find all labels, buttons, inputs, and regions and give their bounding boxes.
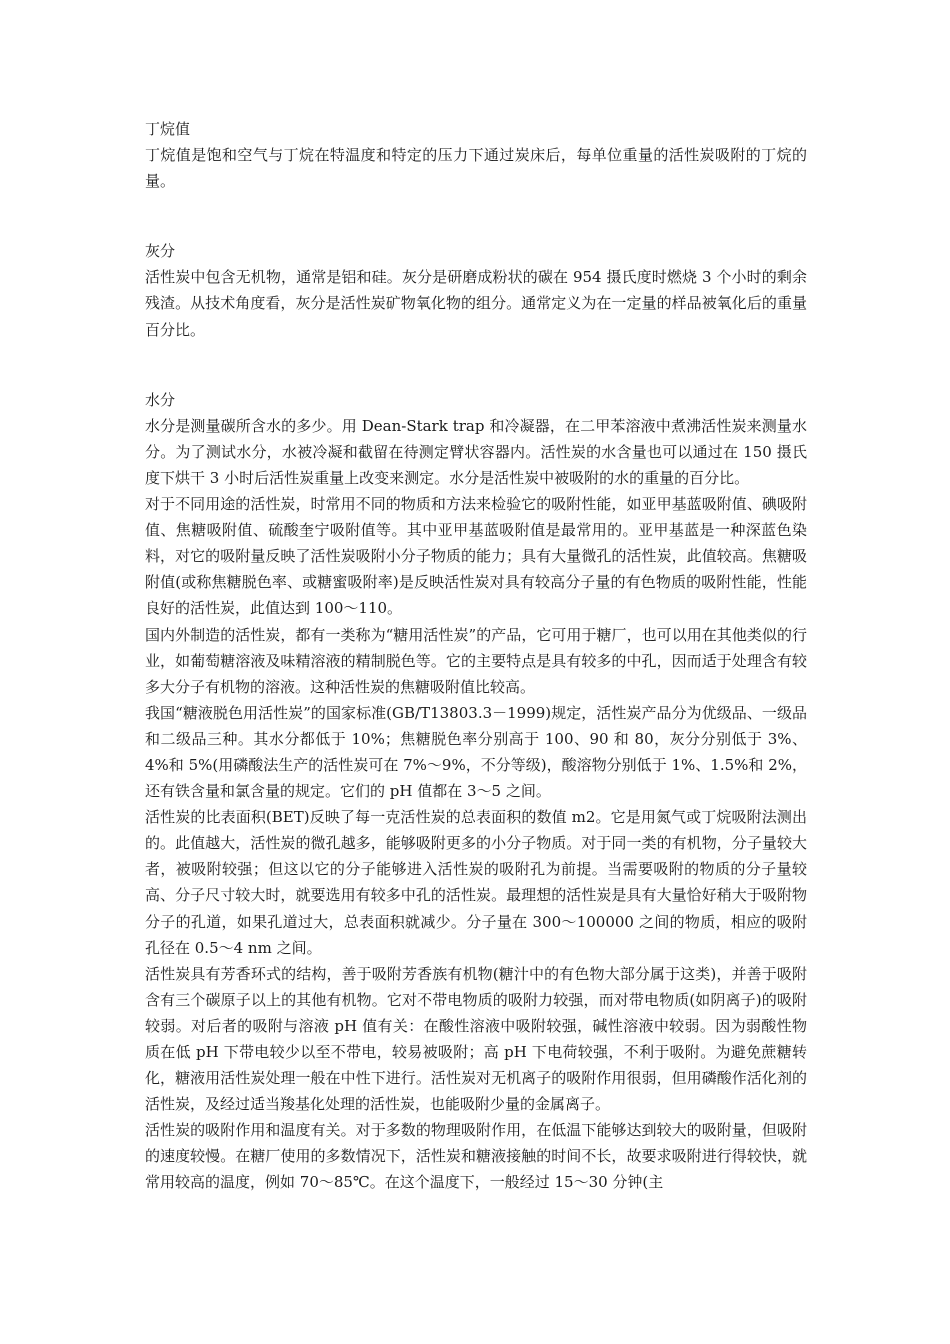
section-body-ash: 活性炭中包含无机物，通常是铝和硅。灰分是研磨成粉状的碳在 954 摄氏度时燃烧 3 个小时的剩余残渣。从技术角度看，灰分是活性炭矿物氧化物的组分。通常定义为在一定量的样品被氧化后的重量百分比。 <box>145 268 807 339</box>
paragraph-aromatic-structure: 活性炭具有芳香环式的结构，善于吸附芳香族有机物(糖汁中的有色物大部分属于这类)，并善于吸附含有三个碳原子以上的其他有机物。它对不带电物质的吸附力较强，而对带电物质(如阴离子)的吸附较弱。对后者的吸附与溶液 pH 值有关：在酸性溶液中吸附较强，碱性溶液中较弱。因为弱酸性物质在低 pH 下带电较少以至不带电，较易被吸附；高 pH 下电荷较强，不利于吸附。为避免蔗糖转化，糖液用活性炭处理一般在中性下进行。活性炭对无机离子的吸附作用很弱，但用磷酸作活化剂的活性炭，及经过适当羧基化处理的活性炭，也能吸附少量的金属离子。 <box>145 964 807 1114</box>
section-body-moisture: 水分是测量碳所含水的多少。用 Dean-Stark trap 和冷凝器，在二甲苯溶液中煮沸活性炭来测量水分。为了测试水分，水被冷凝和截留在待测定臂状容器内。活性炭的水含量也可以通过在 150 摄氏度下烘干 3 小时后活性炭重量上改变来测定。水分是活性炭中被吸附的水的重量的百分比。 <box>145 416 807 487</box>
section-spacer <box>145 194 807 238</box>
paragraph-sugar-carbon: 国内外制造的活性炭，都有一类称为“糖用活性炭”的产品，它可用于糖厂，也可以用在其他类似的行业，如葡萄糖溶液及味精溶液的精制脱色等。它的主要特点是具有较多的中孔，因而适于处理含有较多大分子有机物的溶液。这种活性炭的焦糖吸附值比较高。 <box>145 625 807 696</box>
paragraph-adsorption-values: 对于不同用途的活性炭，时常用不同的物质和方法来检验它的吸附性能，如亚甲基蓝吸附值、碘吸附值、焦糖吸附值、硫酸奎宁吸附值等。其中亚甲基蓝吸附值是最常用的。亚甲基蓝是一种深蓝色染料，对它的吸附量反映了活性炭吸附小分子物质的能力；具有大量微孔的活性炭，此值较高。焦糖吸附值(或称焦糖脱色率、或糖蜜吸附率)是反映活性炭对具有较高分子量的有色物质的吸附性能，性能良好的活性炭，此值达到 100～110。 <box>145 495 807 618</box>
paragraph-national-standard: 我国“糖液脱色用活性炭”的国家标准(GB/T13803.3－1999)规定，活性炭产品分为优级品、一级品和二级品三种。其水分都低于 10%；焦糖脱色率分别高于 100、90 和 80，灰分分别低于 3%、4%和 5%(用磷酸法生产的活性炭可在 7%～9%，不分等级)，酸溶物分别低于 1%、1.5%和 2%，还有铁含量和氯含量的规定。它们的 pH 值都在 3～5 之间。 <box>145 703 807 801</box>
section-title-ash: 灰分 <box>145 242 176 261</box>
section-body-butane: 丁烷值是饱和空气与丁烷在特温度和特定的压力下通过炭床后，每单位重量的活性炭吸附的丁烷的量。 <box>145 146 807 191</box>
paragraph-temperature: 活性炭的吸附作用和温度有关。对于多数的物理吸附作用，在低温下能够达到较大的吸附量，但吸附的速度较慢。在糖厂使用的多数情况下，活性炭和糖液接触的时间不长，故要求吸附进行得较快，就常用较高的温度，例如 70～85℃。在这个温度下，一般经过 15～30 分钟(主 <box>145 1121 807 1192</box>
paragraph-surface-area: 活性炭的比表面积(BET)反映了每一克活性炭的总表面积的数值 m2。它是用氮气或丁烷吸附法测出的。此值越大，活性炭的微孔越多，能够吸附更多的小分子物质。对于同一类的有机物，分子量较大者，被吸附较强；但这以它的分子能够进入活性炭的吸附孔为前提。当需要吸附的物质的分子量较高、分子尺寸较大时，就要选用有较多中孔的活性炭。最理想的活性炭是具有大量恰好稍大于吸附物分子的孔道，如果孔道过大，总表面积就减少。分子量在 300～100000 之间的物质，相应的吸附孔径在 0.5～4 nm 之间。 <box>145 808 807 957</box>
section-spacer <box>145 343 807 387</box>
document-page <box>145 116 807 1196</box>
section-title-moisture: 水分 <box>145 390 176 409</box>
section-title-butane: 丁烷值 <box>145 120 191 138</box>
